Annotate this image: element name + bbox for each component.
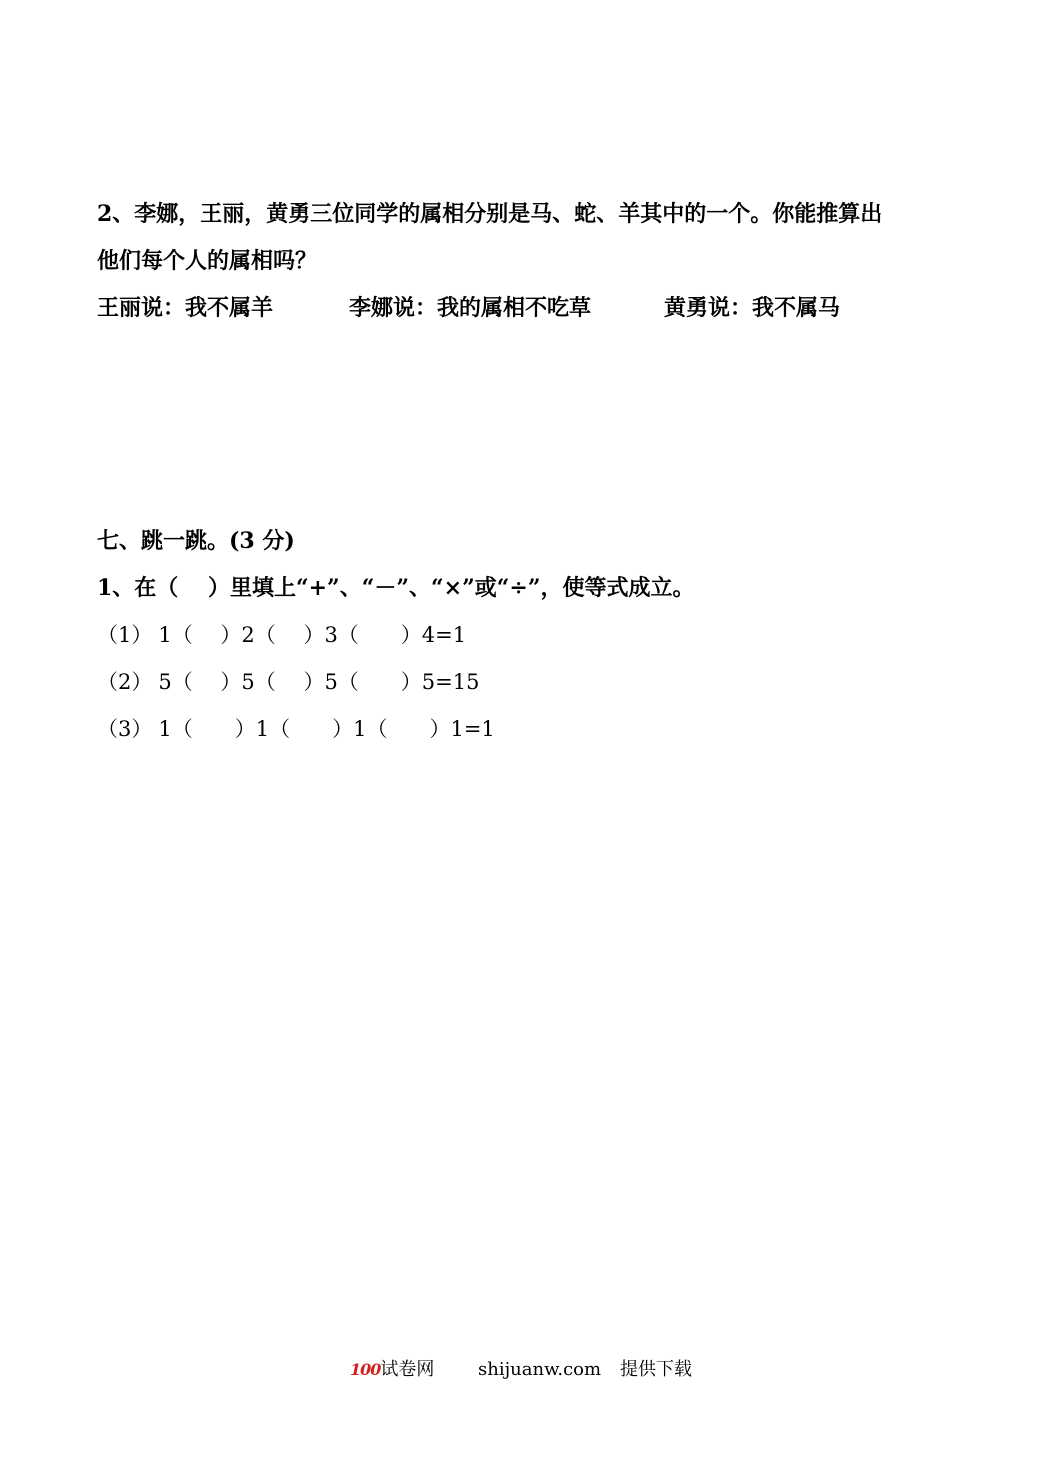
speaker-huangyong: 黄勇说：我不属马 bbox=[664, 295, 841, 321]
equation-1 bbox=[97, 625, 466, 646]
equation-expr: 1（ ）2（ ）3（ ）4=1 bbox=[158, 623, 467, 647]
speaker-lina: 李娜说：我的属相不吃草 bbox=[349, 295, 592, 321]
question-2-line-2: 他们每个人的属相吗？ bbox=[97, 248, 318, 274]
section-7-title: 七、跳一跳。(3 分) bbox=[97, 528, 295, 554]
footer-site: shijuanw.com bbox=[478, 1359, 602, 1380]
equation-expr: 1（ ）1（ ）1（ ）1=1 bbox=[158, 717, 495, 741]
equation-2 bbox=[97, 672, 480, 693]
equation-label: （2） bbox=[97, 670, 153, 694]
equation-label: （3） bbox=[97, 717, 153, 741]
equation-expr: 5（ ）5（ ）5（ ）5=15 bbox=[158, 670, 480, 694]
equation-3 bbox=[97, 719, 495, 740]
speaker-wangli: 王丽说：我不属羊 bbox=[97, 295, 274, 321]
section-7-instruction: 1、在（ ）里填上“+”、“－”、“×”或“÷”，使等式成立。 bbox=[97, 575, 695, 601]
logo-text: 试卷网 bbox=[380, 1359, 435, 1380]
question-2-line-1: 2、李娜，王丽，黄勇三位同学的属相分别是马、蛇、羊其中的一个。你能推算出 bbox=[97, 201, 883, 227]
equation-label: （1） bbox=[97, 623, 153, 647]
logo-100-mark: 100 bbox=[350, 1360, 381, 1379]
footer-note: 提供下载 bbox=[620, 1359, 692, 1380]
footer-logo bbox=[350, 1361, 434, 1379]
